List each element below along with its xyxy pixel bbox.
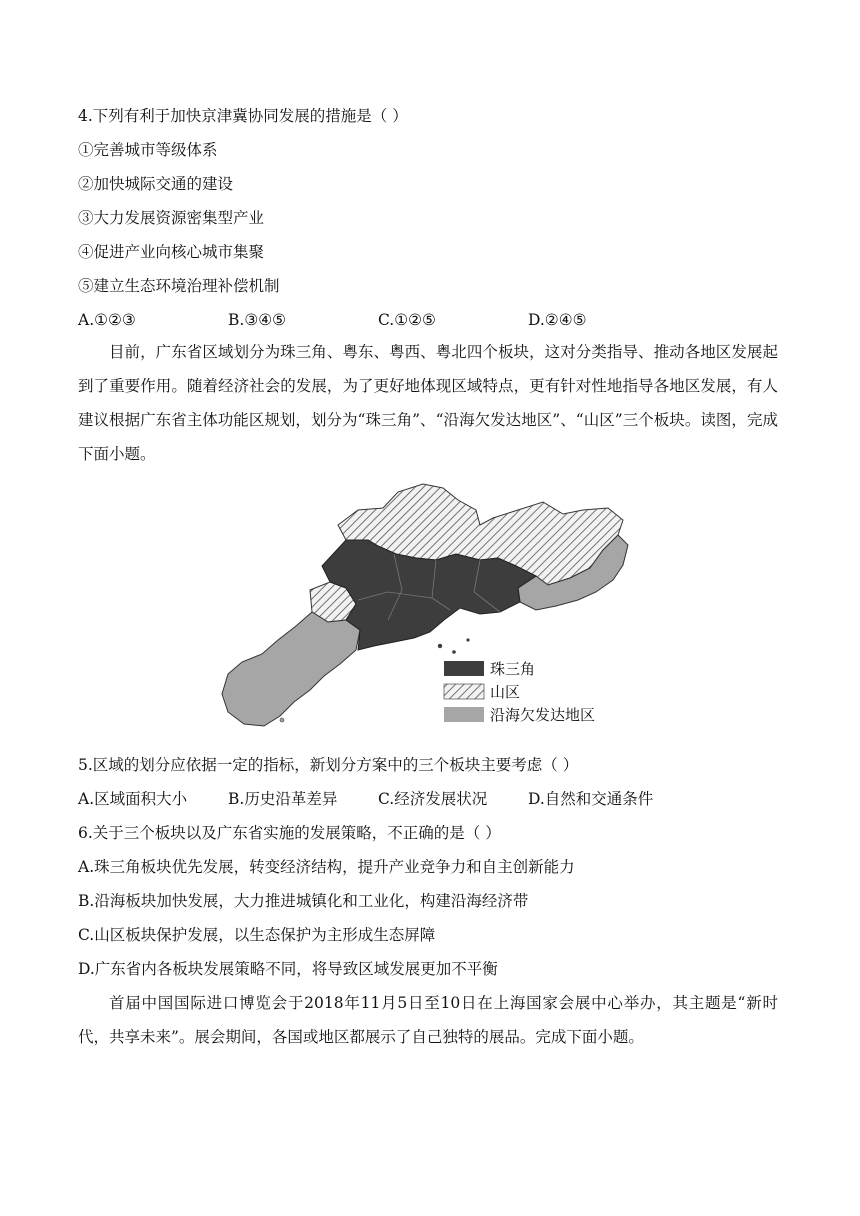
q4-option-a[interactable]: A.①②③ <box>78 311 136 329</box>
map-legend <box>444 660 595 724</box>
passage-expo: 首届中国国际进口博览会于2018年11月5日至10日在上海国家会展中心举办，其主题是“新时代，共享未来”。展会期间，各国或地区都展示了自己独特的展品。完成下面小题。 <box>78 994 778 1046</box>
q4-stem: 4.下列有利于加快京津冀协同发展的措施是（ ） <box>78 107 408 125</box>
q4-option-d[interactable]: D.②④⑤ <box>528 311 587 329</box>
legend-label-prd: 珠三角 <box>490 660 536 678</box>
map-region-coastal-west <box>222 612 360 726</box>
q6-option-b[interactable]: B.沿海板块加快发展，大力推进城镇化和工业化，构建沿海经济带 <box>78 892 529 910</box>
q5-option-b[interactable]: B.历史沿革差异 <box>228 790 338 808</box>
q5-option-a[interactable]: A.区域面积大小 <box>78 790 188 808</box>
q6-stem: 6.关于三个板块以及广东省实施的发展策略，不正确的是（ ） <box>78 824 501 842</box>
q4-item-2: ②加快城际交通的建设 <box>78 175 234 193</box>
q4-item-4: ④促进产业向核心城市集聚 <box>78 243 265 261</box>
legend-label-mountain: 山区 <box>490 683 521 701</box>
legend-label-coastal: 沿海欠发达地区 <box>490 706 596 724</box>
q6-option-d[interactable]: D.广东省内各板块发展策略不同，将导致区域发展更加不平衡 <box>78 960 498 978</box>
q6-option-c[interactable]: C.山区板块保护发展，以生态保护为主形成生态屏障 <box>78 926 436 944</box>
q4-item-5: ⑤建立生态环境治理补偿机制 <box>78 277 280 295</box>
q5-stem: 5.区域的划分应依据一定的指标，新划分方案中的三个板块主要考虑（ ） <box>78 756 579 774</box>
passage-guangdong: 目前，广东省区域划分为珠三角、粤东、粤西、粤北四个板块，这对分类指导、推动各地区发展起到了重要作用。随着经济社会的发展，为了更好地体现区域特点，更有针对性地指导各地区发展，有人建议根据广东省主体功能区规划，划分为“珠三角”、“沿海欠发达地区”、“山区”三个板块。读图，完成下面小题。 <box>78 343 778 463</box>
q6-option-a[interactable]: A.珠三角板块优先发展，转变经济结构，提升产业竞争力和自主创新能力 <box>78 858 575 876</box>
q5-option-c[interactable]: C.经济发展状况 <box>378 790 488 808</box>
q4-option-c[interactable]: C.①②⑤ <box>378 311 436 329</box>
q5-option-d[interactable]: D.自然和交通条件 <box>528 790 654 808</box>
guangdong-region-map <box>218 480 638 730</box>
q4-option-b[interactable]: B.③④⑤ <box>228 311 287 329</box>
q4-item-3: ③大力发展资源密集型产业 <box>78 209 265 227</box>
q4-item-1: ①完善城市等级体系 <box>78 141 218 159</box>
